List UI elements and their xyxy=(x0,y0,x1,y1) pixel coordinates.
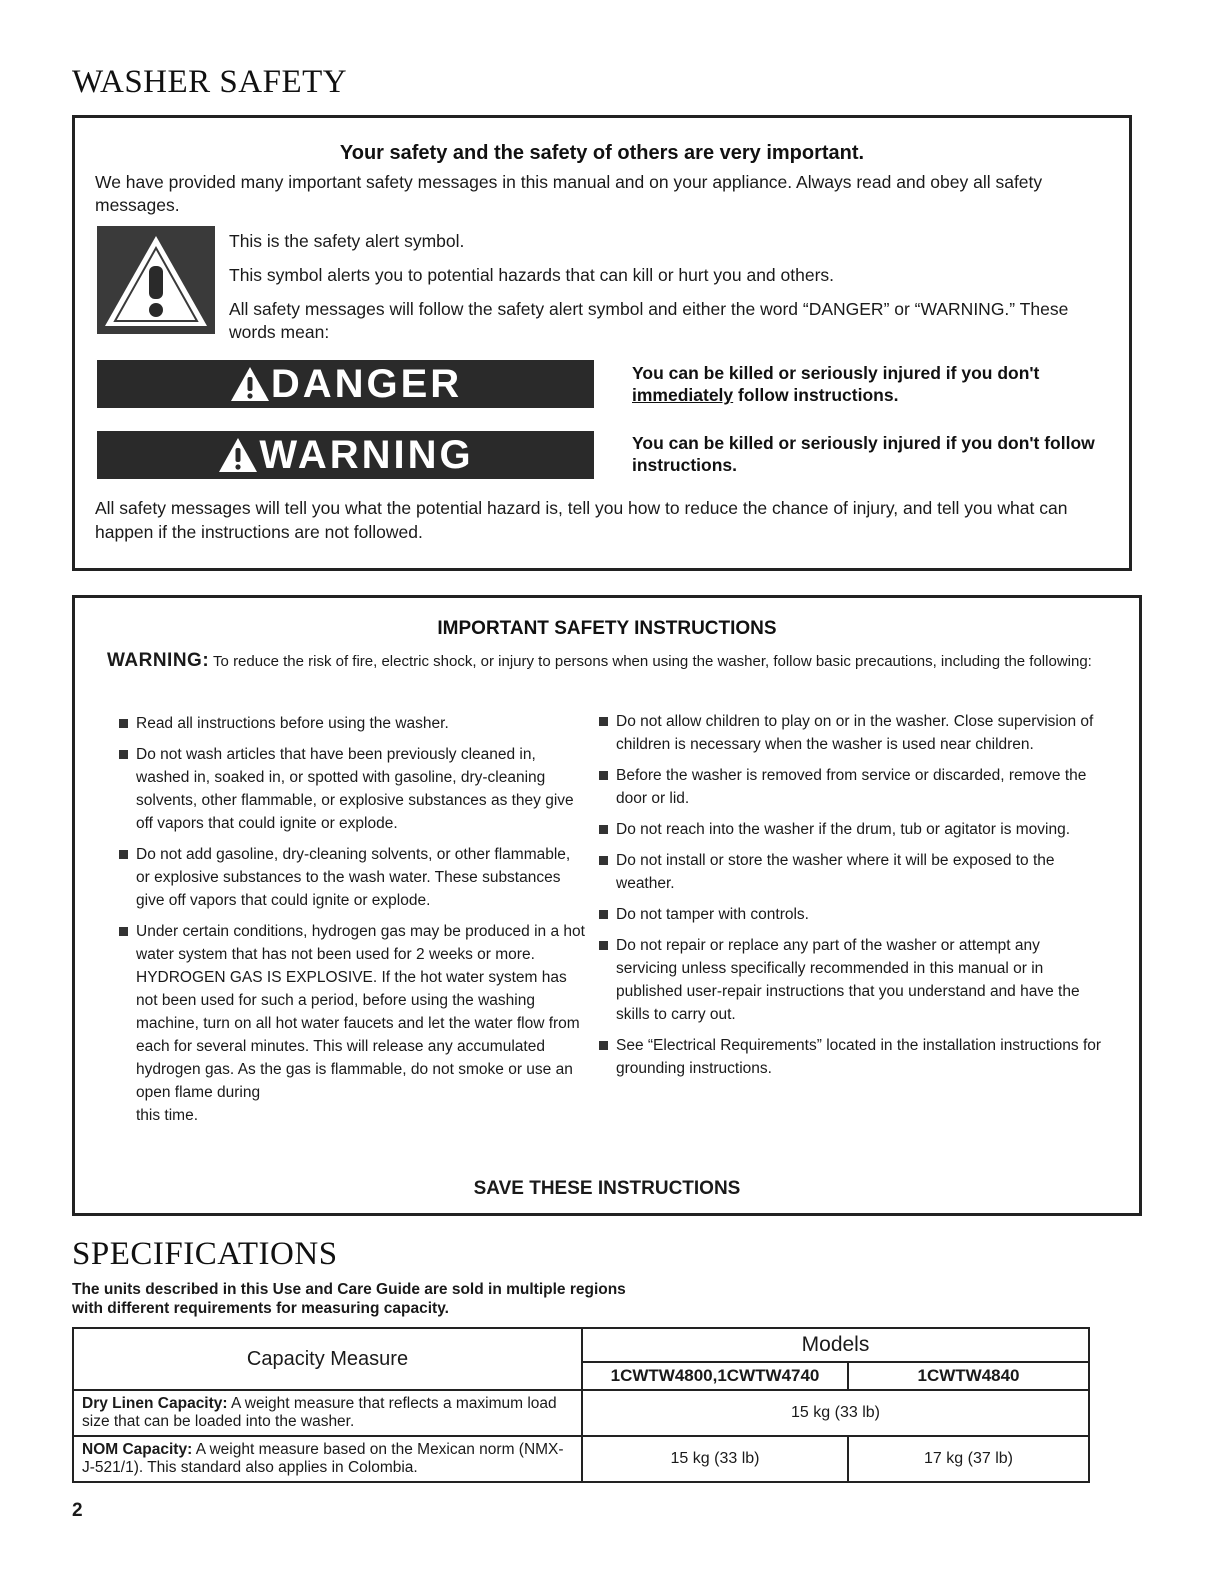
list-item: Do not allow children to play on or in the washer. Close supervision of children is necessary when the washer is used near children. xyxy=(595,710,1105,756)
warning-banner xyxy=(97,431,594,479)
warning-description: You can be killed or seriously injured if you don't follow instructions. xyxy=(632,433,1095,475)
danger-emphasis: immediately xyxy=(632,385,734,405)
washer-safety-title: WASHER SAFETY xyxy=(72,64,348,100)
warning-triangle-icon xyxy=(217,436,259,474)
nom-capacity-value-a: 15 kg (33 lb) xyxy=(582,1436,848,1482)
danger-description xyxy=(632,362,1112,406)
bullet-icon xyxy=(119,750,128,759)
alert-symbol-explanation xyxy=(229,230,1099,355)
list-item: Do not reach into the washer if the drum, tub or agitator is moving. xyxy=(595,818,1105,841)
instructions-left-column xyxy=(115,712,585,1135)
model-column-b: 1CWTW4840 xyxy=(848,1362,1089,1390)
safety-alert-icon xyxy=(97,226,215,334)
warning-paragraph xyxy=(107,650,1099,672)
alert-line: This symbol alerts you to potential hazards that can kill or hurt you and others. xyxy=(229,265,835,285)
page-number: 2 xyxy=(72,1500,83,1521)
important-safety-title: IMPORTANT SAFETY INSTRUCTIONS xyxy=(437,618,777,639)
warning-label: WARNING: xyxy=(107,650,210,671)
warning-word: WARNING xyxy=(259,432,474,477)
instructions-right-column xyxy=(595,710,1105,1088)
bullet-icon xyxy=(599,825,608,834)
safety-outro: All safety messages will tell you what the potential hazard is, tell you how to reduce the chance of injury, and tell you what can happen if the instructions are not followed. xyxy=(95,498,1068,542)
capacity-measure-header: Capacity Measure xyxy=(73,1328,582,1390)
list-item: Do not add gasoline, dry-cleaning solvents, or other flammable, or explosive substances to the wash water. These substances give off vapors that could ignite or explode. xyxy=(115,843,585,912)
nom-capacity-value-b: 17 kg (37 lb) xyxy=(848,1436,1089,1482)
dry-linen-capacity-label: Dry Linen Capacity: A weight measure that reflects a maximum load size that can be loaded into the washer. xyxy=(73,1390,582,1436)
bullet-icon xyxy=(599,856,608,865)
bullet-icon xyxy=(599,1041,608,1050)
dry-linen-capacity-value: 15 kg (33 lb) xyxy=(582,1390,1089,1436)
model-column-a: 1CWTW4800,1CWTW4740 xyxy=(582,1362,848,1390)
alert-line: All safety messages will follow the safety alert symbol and either the word “DANGER” or “WARNING.” These words mean: xyxy=(229,299,1069,342)
save-instructions: SAVE THESE INSTRUCTIONS xyxy=(473,1178,741,1199)
specifications-intro xyxy=(72,1280,626,1318)
bullet-icon xyxy=(599,771,608,780)
bullet-icon xyxy=(119,850,128,859)
safety-message-box xyxy=(72,115,1132,571)
list-item: Under certain conditions, hydrogen gas may be produced in a hot water system that has not been used for 2 weeks or more. HYDROGEN GAS IS EXPLOSIVE. If the hot water system has not been used for such a period, before using the washing machine, turn on all hot water faucets and let the water flow from each for several minutes. This will release any accumulated hydrogen gas. As the gas is flammable, do not smoke or use an open flame during this time. xyxy=(115,920,585,1127)
bullet-icon xyxy=(599,910,608,919)
models-header: Models xyxy=(582,1328,1089,1362)
warning-triangle-icon xyxy=(229,365,271,403)
list-item: See “Electrical Requirements” located in the installation instructions for grounding instructions. xyxy=(595,1034,1105,1080)
danger-word: DANGER xyxy=(270,361,463,406)
safety-intro: We have provided many important safety messages in this manual and on your appliance. Always read and obey all safety messages. xyxy=(95,172,1043,215)
danger-text-end: follow instructions. xyxy=(733,385,899,405)
list-item: Do not install or store the washer where it will be exposed to the weather. xyxy=(595,849,1105,895)
nom-capacity-label: NOM Capacity: A weight measure based on the Mexican norm (NMX-J-521/1). This standard also applies in Colombia. xyxy=(73,1436,582,1482)
list-item: Do not wash articles that have been previously cleaned in, washed in, soaked in, or spotted with gasoline, dry-cleaning solvents, other flammable, or explosive substances as they give off vapors that could ignite or explode. xyxy=(115,743,585,835)
important-safety-box xyxy=(72,595,1142,1216)
table-row xyxy=(73,1436,1089,1482)
danger-text: You can be killed or seriously injured if you don't xyxy=(632,363,1040,383)
bullet-icon xyxy=(599,941,608,950)
safety-heading: Your safety and the safety of others are very important. xyxy=(339,142,865,164)
capacity-table xyxy=(72,1327,1090,1483)
bullet-icon xyxy=(599,717,608,726)
spec-intro-line: The units described in this Use and Care Guide are sold in multiple regions xyxy=(72,1281,626,1298)
specifications-title: SPECIFICATIONS xyxy=(72,1236,338,1272)
spec-intro-line: with different requirements for measuring capacity. xyxy=(72,1300,449,1317)
table-row xyxy=(73,1390,1089,1436)
danger-banner xyxy=(97,360,594,408)
list-item: Do not tamper with controls. xyxy=(595,903,1105,926)
list-item: Do not repair or replace any part of the washer or attempt any servicing unless specifically recommended in this manual or in published user-repair instructions that you understand and have the skills to carry out. xyxy=(595,934,1105,1026)
alert-line: This is the safety alert symbol. xyxy=(229,231,465,251)
warning-text: To reduce the risk of fire, electric shock, or injury to persons when using the washer, follow basic precautions, including the following: xyxy=(209,653,1092,670)
list-item-tail: this time. xyxy=(136,1107,199,1124)
list-item: Read all instructions before using the washer. xyxy=(115,712,585,735)
bullet-icon xyxy=(119,927,128,936)
list-item: Before the washer is removed from service or discarded, remove the door or lid. xyxy=(595,764,1105,810)
bullet-icon xyxy=(119,719,128,728)
